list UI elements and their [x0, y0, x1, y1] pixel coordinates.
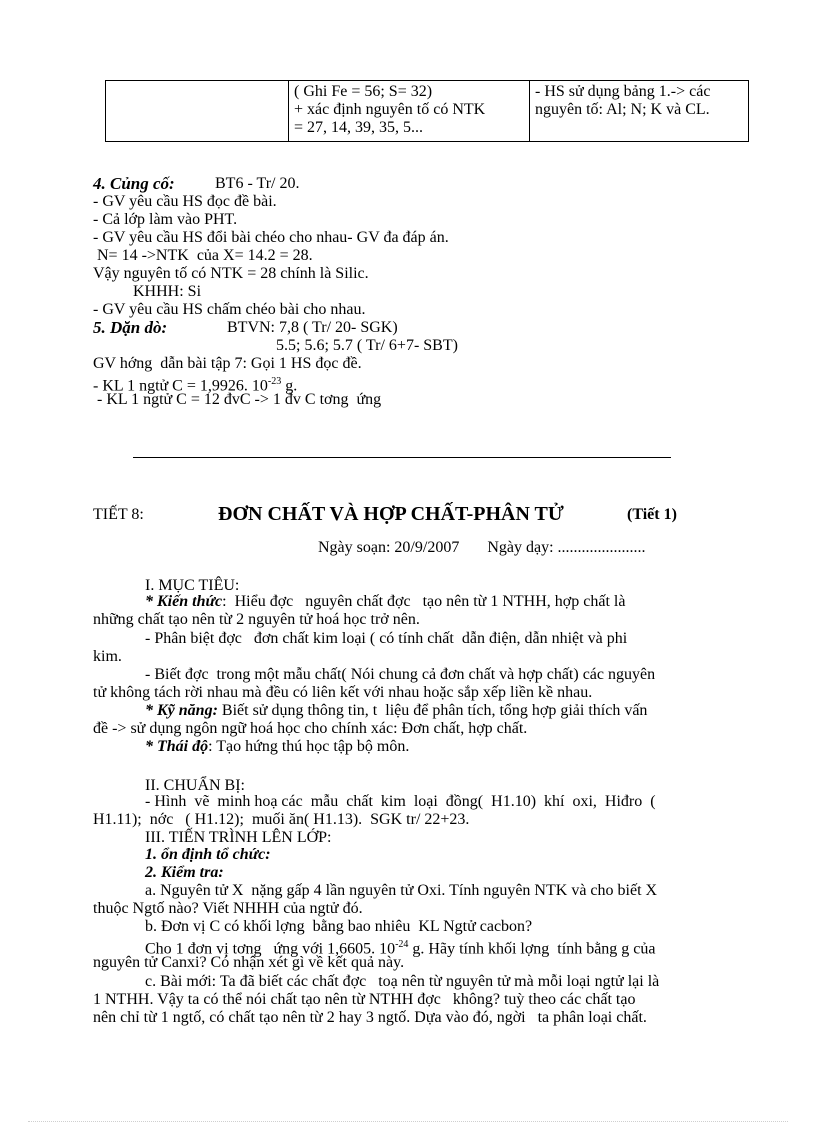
text-line: - GV yêu cầu HS đọc đề bài. — [93, 193, 277, 210]
text-line: - KL 1 ngtử C = 12 đvC -> 1 đv C tơng ứng — [93, 391, 382, 408]
table-cell-content — [289, 81, 530, 142]
text-span: g. Hãy tính khối lợng tính bằng g của — [408, 940, 656, 958]
text-line: nguyên tử Canxi? Có nhận xét gì về kết quả này. — [93, 954, 405, 971]
label: * Kỹ năng: — [145, 702, 218, 719]
section-heading: II. CHUẨN BỊ: — [145, 777, 245, 794]
table-text: nguyên tố: Al; N; K và CL. — [535, 101, 710, 118]
table-cell-activity — [530, 81, 749, 142]
text-span: Biết sử dụng thông tin, t liệu để phân tích, tổng hợp giải thích vấn — [217, 702, 648, 719]
text-line: - GV yêu cầu HS chấm chéo bài cho nhau. — [93, 301, 366, 318]
subsection-heading: 1. ổn định tổ chức: — [145, 846, 271, 863]
date-line: Ngày soạn: 20/9/2007 Ngày dạy: ...................... — [318, 539, 646, 556]
table-text: - HS sử dụng bảng 1.-> các — [535, 83, 711, 100]
text-line: 1 NTHH. Vậy ta có thể nói chất tạo nên từ NTHH đợc không? tuỳ theo các chất tạo — [93, 991, 636, 1008]
cung-co-ref: BT6 - Tr/ 20. — [215, 175, 300, 192]
text-line: kim. — [93, 648, 122, 665]
section-heading: III. TIẾN TRÌNH LÊN LỚP: — [145, 829, 332, 846]
text-line: N= 14 ->NTK của X= 14.2 = 28. — [93, 247, 313, 264]
text-span: g. — [281, 377, 298, 395]
text-span: : Hiểu đợc nguyên chất đợc tạo nên từ 1 NTHH, hợp chất là — [222, 593, 626, 610]
text-line: - Cả lớp làm vào PHT. — [93, 211, 238, 228]
subsection-heading: 2. Kiểm tra: — [145, 864, 224, 881]
text-line: tử không tách rời nhau mà đều có liên kết với nhau hoặc sắp xếp liền kề nhau. — [93, 684, 593, 701]
cung-co-heading: 4. Củng cố: — [93, 174, 175, 193]
lesson-table — [105, 80, 749, 142]
dan-do-heading: 5. Dặn dò: — [93, 318, 168, 337]
text-span: Cho 1 đơn vị tơng ứng với 1,6605. 10 — [145, 940, 396, 958]
text-line: nên chỉ từ 1 ngtố, có chất tạo nên từ 2 hay 3 ngtố. Dựa vào đó, ngời ta phân loại chất. — [93, 1009, 647, 1026]
text-line: - Phân biệt đợc đơn chất kim loại ( có tính chất dẫn điện, dẫn nhiệt và phi — [145, 630, 628, 647]
text-line: thuộc Ngtố nào? Viết NHHH của ngtử đó. — [93, 900, 363, 917]
exponent: -24 — [395, 939, 409, 950]
text-line: đề -> sử dụng ngôn ngữ hoá học cho chính xác: Đơn chất, hợp chất. — [93, 720, 528, 737]
exponent: -23 — [267, 376, 282, 387]
tiet-label: TIẾT 8: — [93, 506, 144, 523]
section-heading: I. MỤC TIÊU: — [145, 577, 240, 594]
btvn-text: BTVN: 7,8 ( Tr/ 20- SGK) — [227, 319, 398, 336]
table-text: + xác định nguyên tố có NTK — [294, 101, 486, 118]
text-line: - GV yêu cầu HS đổi bài chéo cho nhau- GV đa đáp án. — [93, 229, 449, 246]
title-part: (Tiết 1) — [627, 506, 677, 523]
text-span: : Tạo hứng thú học tập bộ môn. — [208, 738, 410, 755]
text-line: c. Bài mới: Ta đã biết các chất đợc toạ nên từ nguyên tử mà mỗi loại ngtử lại là — [145, 973, 660, 990]
table-text: ( Ghi Fe = 56; S= 32) — [294, 83, 433, 100]
text-line: những chất tạo nên từ 2 nguyên tử hoá học trở nên. — [93, 611, 420, 628]
page-title: ĐƠN CHẤT VÀ HỢP CHẤT-PHÂN TỬ — [218, 503, 564, 525]
label: * Kiến thức — [145, 593, 223, 610]
text-line: b. Đơn vị C có khối lợng bằng bao nhiêu KL Ngtử cacbon? — [145, 918, 533, 935]
table-row — [106, 81, 749, 142]
text-span: - KL 1 ngtử C = 1,9926. 10 — [93, 377, 268, 395]
label: * Thái độ — [145, 738, 209, 755]
text-line: KHHH: Si — [133, 283, 202, 300]
text-line — [145, 593, 740, 611]
text-line: Vậy nguyên tố có NTK = 28 chính là Silic. — [93, 265, 369, 282]
table-cell-empty — [106, 81, 289, 142]
text-line — [145, 702, 647, 720]
text-line — [145, 738, 409, 756]
table-text: = 27, 14, 39, 35, 5... — [294, 119, 424, 136]
page-bottom-border — [28, 1121, 788, 1122]
text-line: GV hớng dẫn bài tập 7: Gọi 1 HS đọc đề. — [93, 355, 362, 372]
btvn-text: 5.5; 5.6; 5.7 ( Tr/ 6+7- SBT) — [276, 337, 458, 354]
text-line: H1.11); nớc ( H1.12); muối ăn( H1.13). SGK tr/ 22+23. — [93, 811, 470, 828]
text-line: - Biết đợc trong một mẫu chất( Nói chung cả đơn chất và hợp chất) các nguyên — [145, 666, 656, 683]
text-line: a. Nguyên tử X nặng gấp 4 lần nguyên tử Oxi. Tính nguyên NTK và cho biết X — [145, 882, 658, 899]
separator-line — [133, 457, 671, 458]
text-line: - Hình vẽ minh hoạ các mẫu chất kim loại đồng( H1.10) khí oxi, Hiđro ( — [145, 793, 656, 810]
